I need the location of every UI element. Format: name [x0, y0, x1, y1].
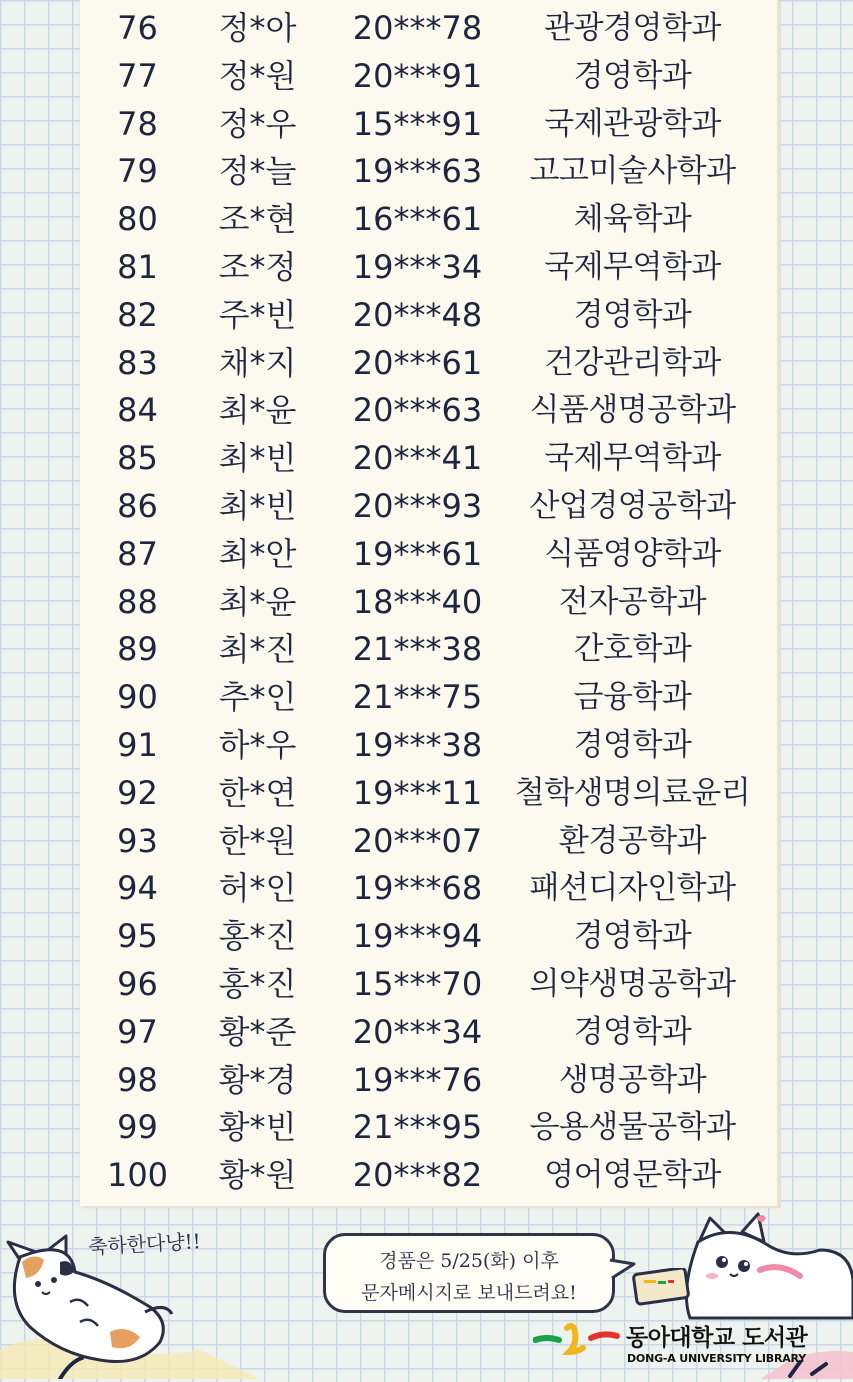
student-id: 20***07	[352, 821, 483, 860]
winner-name: 최*빈	[218, 487, 297, 525]
winner-name: 황*경	[218, 1060, 297, 1099]
rank-number: 100	[106, 1156, 169, 1195]
rank-number: 84	[117, 391, 158, 430]
library-name-korean: 동아대학교 도서관	[626, 1325, 808, 1351]
table-row	[80, 339, 777, 387]
student-id: 19***61	[352, 534, 483, 573]
rank-number: 93	[117, 821, 158, 860]
winner-name: 황*준	[218, 1012, 297, 1051]
department: 산업경영공학과	[529, 488, 736, 524]
student-id: 15***91	[352, 104, 483, 143]
table-row	[80, 530, 777, 578]
rank-number: 78	[117, 104, 158, 143]
department: 국제관광학과	[544, 105, 721, 142]
rank-number: 96	[117, 965, 158, 1003]
student-id: 19***34	[352, 248, 483, 286]
rank-number: 90	[117, 678, 158, 717]
department: 철학생명의료윤리	[514, 774, 751, 811]
winner-name: 최*진	[218, 630, 297, 669]
department: 응용생물공학과	[529, 1109, 736, 1146]
table-row	[80, 960, 777, 1008]
table-row	[80, 625, 777, 673]
table-row	[80, 673, 777, 721]
rank-number: 76	[117, 9, 158, 47]
winner-name: 최*윤	[218, 391, 297, 430]
table-row	[80, 52, 777, 100]
student-id: 20***91	[352, 56, 483, 95]
department: 금융학과	[573, 679, 692, 716]
student-id: 19***11	[352, 773, 483, 812]
winner-name: 채*지	[218, 343, 297, 382]
student-id: 21***38	[352, 630, 483, 669]
rank-number: 83	[117, 343, 158, 382]
department: 경영학과	[573, 57, 692, 94]
table-row	[80, 147, 777, 195]
student-id: 20***34	[352, 1012, 483, 1051]
table-row	[80, 912, 777, 960]
department: 식품생명공학과	[529, 392, 736, 429]
table-row	[80, 386, 777, 434]
winner-name: 황*빈	[218, 1108, 297, 1147]
student-id: 20***93	[352, 487, 483, 525]
table-row	[80, 243, 777, 291]
department: 환경공학과	[558, 822, 707, 859]
department: 의약생명공학과	[529, 966, 736, 1002]
student-id: 20***78	[352, 9, 483, 47]
table-row	[80, 578, 777, 626]
student-id: 20***48	[352, 295, 483, 334]
student-id: 19***68	[352, 869, 483, 908]
table-row	[80, 1151, 777, 1199]
table-row	[80, 769, 777, 817]
department: 생명공학과	[558, 1061, 707, 1098]
table-row	[80, 1056, 777, 1104]
congrats-text: 축하한다냥!!	[87, 1229, 202, 1259]
department: 국제무역학과	[544, 440, 721, 477]
rank-number: 95	[117, 917, 158, 956]
winner-name: 최*윤	[218, 582, 297, 621]
rank-number: 98	[117, 1060, 158, 1099]
department: 건강관리학과	[544, 344, 721, 381]
department: 전자공학과	[558, 583, 707, 620]
winner-list-paper	[80, 0, 778, 1206]
table-row	[80, 721, 777, 769]
department: 경영학과	[573, 918, 692, 955]
winner-name: 한*원	[218, 821, 297, 860]
winner-name: 정*늘	[218, 152, 297, 191]
winner-name: 홍*진	[218, 965, 297, 1003]
winner-name: 최*빈	[218, 439, 297, 478]
table-row	[80, 482, 777, 530]
rank-number: 82	[117, 295, 158, 334]
library-logo-icon	[533, 1318, 621, 1358]
rank-number: 92	[117, 773, 158, 812]
rank-number: 87	[117, 534, 158, 573]
department: 간호학과	[573, 631, 692, 668]
table-row	[80, 864, 777, 912]
rank-number: 81	[117, 248, 158, 286]
table-row	[80, 1008, 777, 1056]
department: 국제무역학과	[544, 249, 721, 285]
student-id: 18***40	[352, 582, 483, 621]
rank-number: 99	[117, 1108, 158, 1147]
student-id: 21***75	[352, 678, 483, 717]
department: 경영학과	[573, 296, 692, 333]
rank-number: 91	[117, 726, 158, 764]
department: 경영학과	[573, 727, 692, 763]
rank-number: 86	[117, 487, 158, 525]
winner-name: 최*안	[218, 534, 297, 573]
department: 관광경영학과	[544, 10, 721, 46]
winner-name: 조*현	[218, 200, 297, 239]
rank-number: 77	[117, 56, 158, 95]
student-id: 20***61	[352, 343, 483, 382]
table-row	[80, 195, 777, 243]
winner-name: 정*아	[218, 9, 297, 47]
department: 체육학과	[573, 201, 692, 238]
rank-number: 89	[117, 630, 158, 669]
student-id: 20***82	[352, 1156, 483, 1195]
winner-name: 정*우	[218, 104, 297, 143]
table-row	[80, 4, 777, 52]
winner-name: 허*인	[218, 869, 297, 908]
winner-name: 정*원	[218, 56, 297, 95]
department: 영어영문학과	[544, 1157, 721, 1194]
department: 패션디자인학과	[529, 870, 736, 907]
table-row	[80, 291, 777, 339]
table-row	[80, 434, 777, 482]
table-row	[80, 100, 777, 148]
notice-line-2: 문자메시지로 보내드려요!	[361, 1282, 577, 1304]
winner-name: 황*원	[218, 1156, 297, 1195]
rank-number: 94	[117, 869, 158, 908]
winner-name: 하*우	[218, 726, 297, 764]
table-row	[80, 817, 777, 865]
student-id: 19***94	[352, 917, 483, 956]
student-id: 15***70	[352, 965, 483, 1003]
library-name-english: DONG-A UNIVERSITY LIBRARY	[627, 1352, 806, 1365]
student-id: 19***63	[352, 152, 483, 191]
student-id: 21***95	[352, 1108, 483, 1147]
winner-name: 홍*진	[218, 917, 297, 956]
rank-number: 80	[117, 200, 158, 239]
winner-name: 한*연	[218, 773, 297, 812]
phone-icon	[632, 1268, 690, 1306]
student-id: 19***76	[352, 1060, 483, 1099]
student-id: 20***63	[352, 391, 483, 430]
rank-number: 88	[117, 582, 158, 621]
winner-name: 주*빈	[218, 295, 297, 334]
department: 고고미술사학과	[529, 153, 736, 190]
notice-line-1: 경품은 5/25(화) 이후	[379, 1250, 559, 1272]
department: 경영학과	[573, 1013, 692, 1050]
department: 식품영양학과	[544, 535, 721, 572]
notice-bubble	[323, 1233, 615, 1313]
student-id: 16***61	[352, 200, 483, 239]
rank-number: 79	[117, 152, 158, 191]
winner-name: 조*정	[218, 248, 297, 286]
student-id: 19***38	[352, 726, 483, 764]
rank-number: 85	[117, 439, 158, 478]
student-id: 20***41	[352, 439, 483, 478]
winner-name: 추*인	[218, 678, 297, 717]
rank-number: 97	[117, 1012, 158, 1051]
table-row	[80, 1103, 777, 1151]
